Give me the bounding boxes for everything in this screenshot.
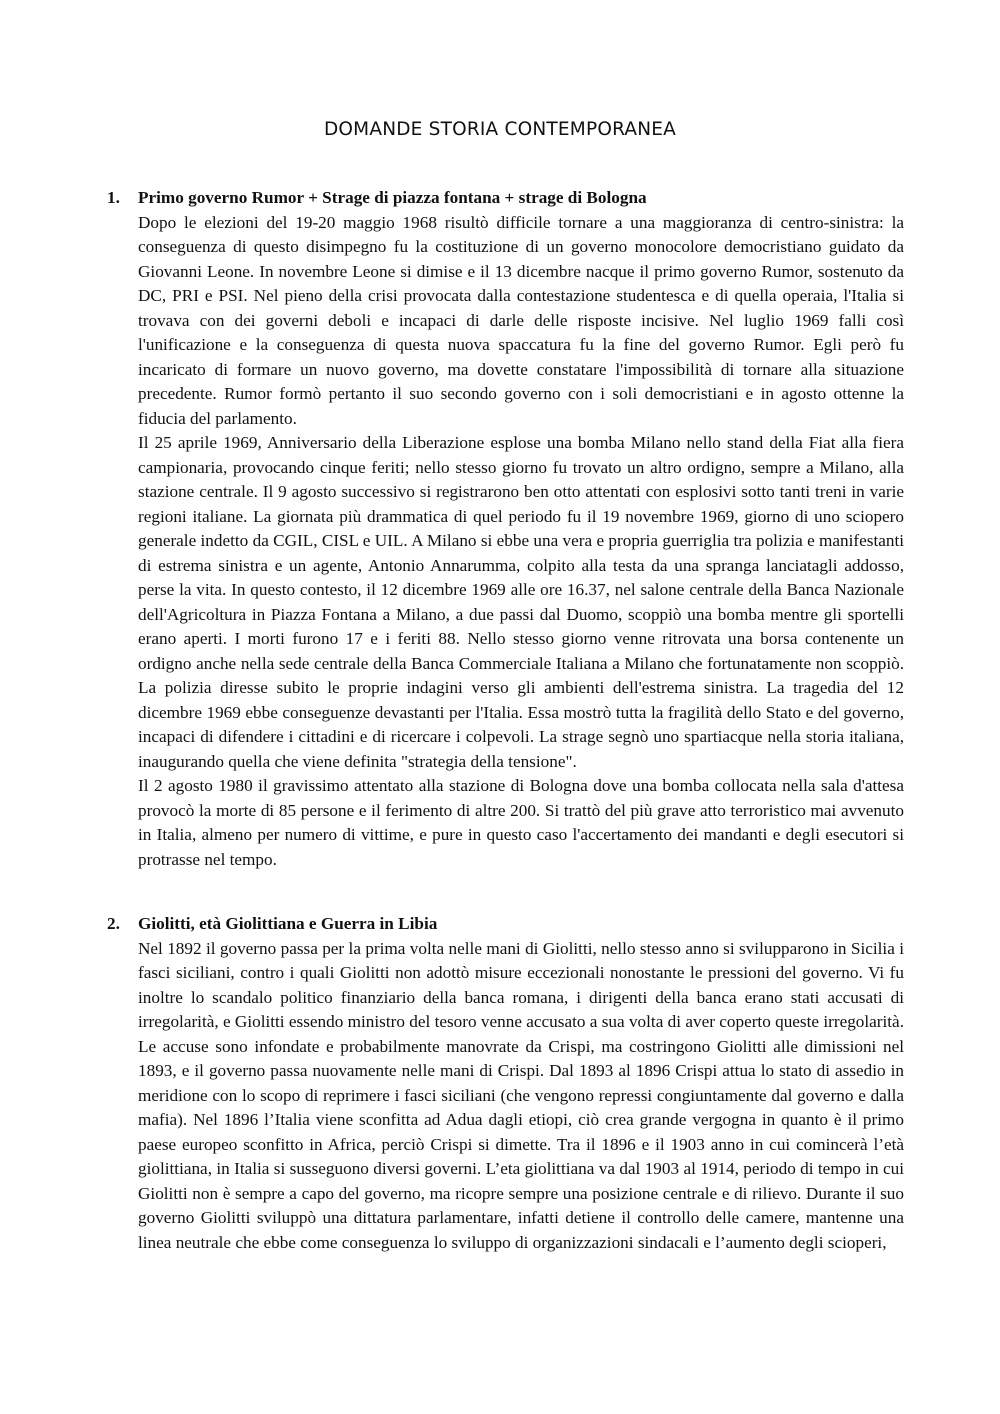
document-title: DOMANDE STORIA CONTEMPORANEA — [323, 119, 677, 140]
question-number: 1. — [107, 188, 120, 207]
paragraph-bologna-massacre: Il 2 agosto 1980 il gravissimo attentato alla stazione di Bologna dove una bomba collocata nella sala d'attesa provocò la morte di 85 persone e il ferimento di altre 200. Si trattò del più grave atto terroristico mai avvenuto in Italia, almeno per numero di vittime, e pure in questo caso l'accertamento dei mandanti e degli esecutori si protrasse nel tempo. — [138, 776, 904, 869]
question-heading: Giolitti, età Giolittiana e Guerra in Libia — [138, 914, 438, 933]
question-2 — [107, 912, 904, 1255]
question-number: 2. — [107, 914, 120, 933]
question-heading: Primo governo Rumor + Strage di piazza fontana + strage di Bologna — [138, 188, 647, 207]
paragraph-giolitti-era: Nel 1892 il governo passa per la prima volta nelle mani di Giolitti, nello stesso anno si svilupparono in Sicilia i fasci siciliani, contro i quali Giolitti non adottò misure eccezionali nonostante le pressioni del governo. Vi fu inoltre lo scandalo politico finanziario della banca romana, i dirigenti della banca erano stati accusati di irregolarità, e Giolitti essendo ministro del tesoro venne accusato a sua volta di aver coperto queste irregolarità. Le accuse sono infondate e probabilmente manovrate da Crispi, ma costringono Giolitti alle dimissioni nel 1893, e il governo passa nuovamente nelle mani di Crispi. Dal 1893 al 1896 Crispi attua lo stato di assedio in meridione con lo scopo di reprimere i fasci siciliani (che vengono repressi congiuntamente dal governo e dalla mafia). Nel 1896 l’Italia viene sconfitta ad Adua dagli etiopi, ciò crea grande vergogna in quanto è il primo paese europeo sconfitto in Africa, perciò Crispi si dimette. Tra il 1896 e il 1903 anno in cui comincerà l’età giolittiana, in Italia si susseguono diversi governi. L’eta giolittiana va dal 1903 al 1914, periodo di tempo in cui Giolitti non è sempre a capo del governo, ma ricopre sempre una posizione centrale e di rilievo. Durante il suo governo Giolitti sviluppò una dittatura parlamentare, infatti detiene il controllo delle camere, mantenne una linea neutrale che ebbe come conseguenza lo sviluppo di organizzazioni sindacali e l’aumento degli scioperi, — [138, 938, 904, 1252]
question-body — [138, 912, 904, 1255]
paragraph-piazza-fontana: Il 25 aprile 1969, Anniversario della Liberazione esplose una bomba Milano nello stand della Fiat alla fiera campionaria, provocando cinque feriti; nello stesso giorno fu trovato un altro ordigno, sempre a Milano, alla stazione centrale. Il 9 agosto successivo si registrarono ben otto attentati con esplosivi sotto tanti treni in varie regioni italiane. La giornata più drammatica di quel periodo fu il 19 novembre 1969, giorno di uno sciopero generale indetto da CGIL, CISL e UIL. A Milano si ebbe una vera e propria guerriglia tra polizia e manifestanti di estrema sinistra e un agente, Antonio Annarumma, colpito alla testa da una spranga lanciatagli addosso, perse la vita. In questo contesto, il 12 dicembre 1969 alle ore 16.37, nel salone centrale della Banca Nazionale dell'Agricoltura in Piazza Fontana a Milano, a due passi dal Duomo, scoppiò una bomba mentre gli sportelli erano aperti. I morti furono 17 e i feriti 88. Nello stesso giorno venne ritrovata una borsa contenente un ordigno anche nella sede centrale della Banca Commerciale Italiana a Milano che fortunatamente non scoppiò. La polizia diresse subito le proprie indagini verso gli ambienti dell'estrema sinistra. La tragedia del 12 dicembre 1969 ebbe conseguenze devastanti per l'Italia. Essa mostrò tutta la fragilità dello Stato e del governo, incapaci di difendere i cittadini e di ricercare i colpevoli. La strage segnò uno spartiacque nella storia italiana, inaugurando quella che viene definita "strategia della tensione". — [138, 433, 904, 771]
question-1 — [107, 186, 904, 872]
paragraph-rumor-government: Dopo le elezioni del 19-20 maggio 1968 risultò difficile tornare a una maggioranza di centro-sinistra: la conseguenza di questo disimpegno fu la costituzione di un governo monocolore democristiano guidato da Giovanni Leone. In novembre Leone si dimise e il 13 dicembre nacque il primo governo Rumor, sostenuto da DC, PRI e PSI. Nel pieno della crisi provocata dalla contestazione studentesca e di quella operaia, l'Italia si trovava con dei governi deboli e incapaci di darle delle risposte incisive. Nel luglio 1969 falli così l'unificazione e la conseguenza di questa nuova spaccatura fu la fine del governo Rumor. Egli però fu incaricato di formare un nuovo governo, ma dovette constatare l'impossibilità di tornare alla situazione precedente. Rumor formò pertanto il suo secondo governo con i soli democristiani e in agosto ottenne la fiducia del parlamento. — [138, 212, 904, 428]
question-body — [138, 186, 904, 872]
